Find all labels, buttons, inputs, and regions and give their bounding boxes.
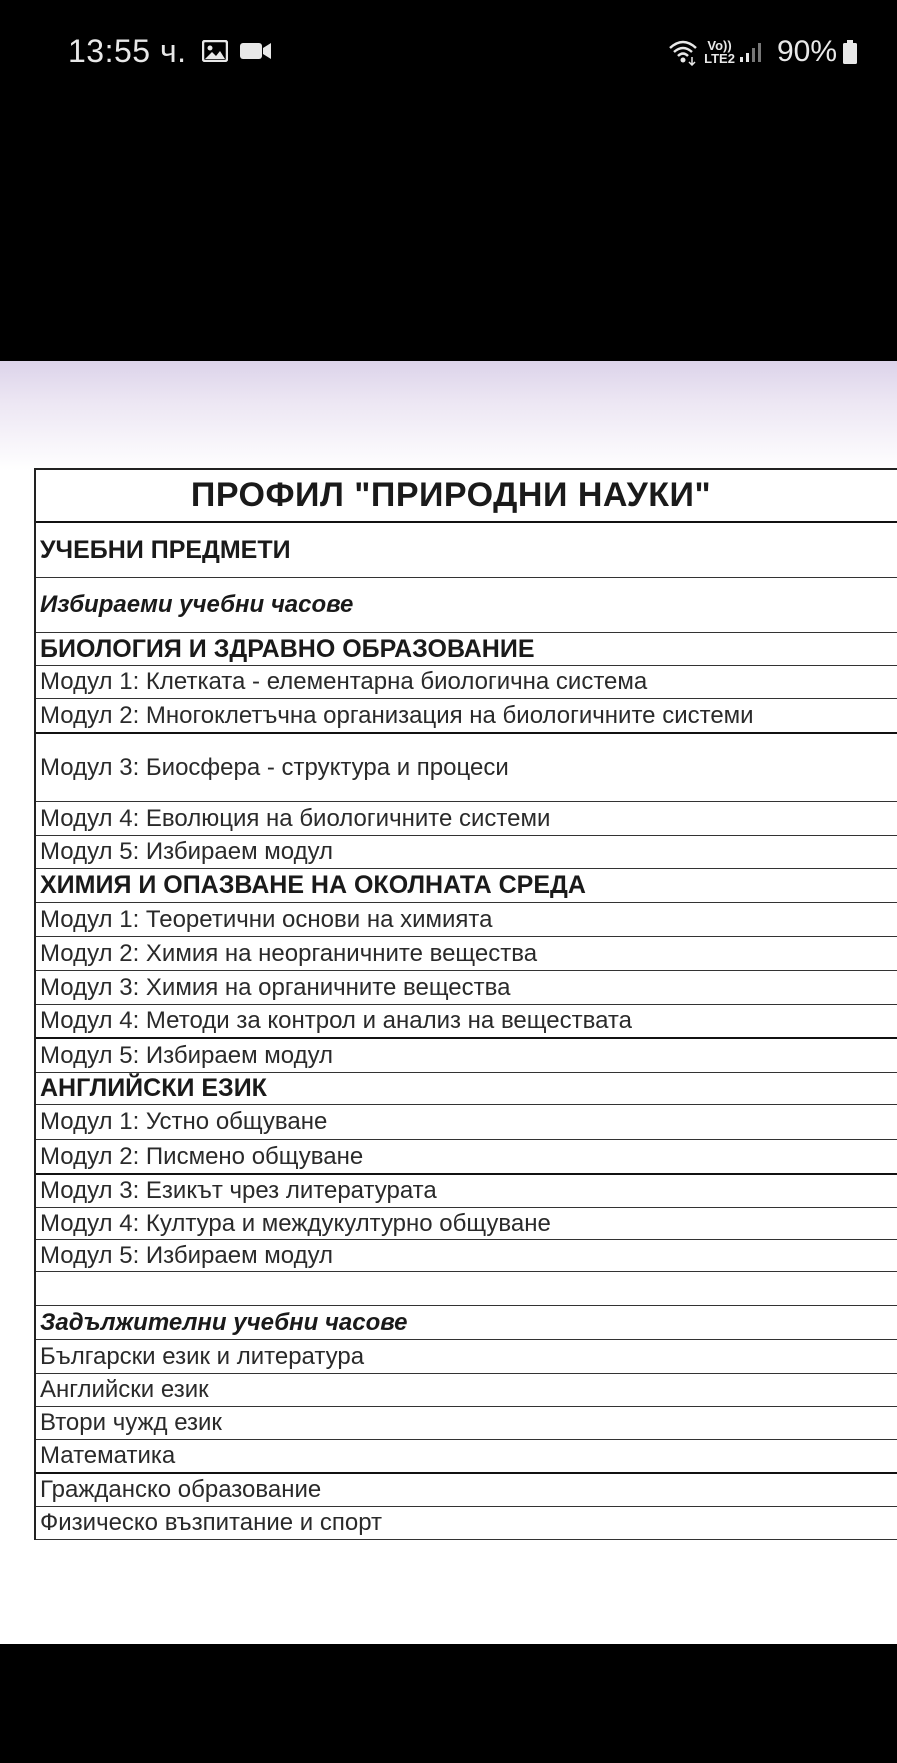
status-time: 13:55 ч. [68, 33, 187, 69]
module-row: Модул 2: Писмено общуване [36, 1140, 897, 1175]
module-row: Модул 1: Теоретични основи на химията [36, 903, 897, 937]
mandatory-subject: Български език и литература [36, 1340, 897, 1374]
module-row: Модул 4: Еволюция на биологичните системи [36, 802, 897, 836]
signal-icon [739, 41, 761, 63]
volte-label: Vo)) [707, 38, 732, 53]
curriculum-table [34, 468, 897, 1540]
battery-icon [843, 40, 857, 64]
status-bar [0, 0, 897, 110]
module-row: Модул 5: Избираем модул [36, 1039, 897, 1073]
section-header: ХИМИЯ И ОПАЗВАНЕ НА ОКОЛНАТА СРЕДА [36, 869, 897, 903]
mandatory-header: Задължителни учебни часове [36, 1306, 897, 1340]
section-header: АНГЛИЙСКИ ЕЗИК [36, 1073, 897, 1105]
mandatory-subject: Втори чужд език [36, 1407, 897, 1440]
module-row: Модул 3: Химия на органичните вещества [36, 971, 897, 1005]
mandatory-subject: Гражданско образование [36, 1474, 897, 1507]
section-header: БИОЛОГИЯ И ЗДРАВНО ОБРАЗОВАНИЕ [36, 633, 897, 666]
video-camera-icon [240, 42, 272, 60]
module-row: Модул 5: Избираем модул [36, 1240, 897, 1272]
empty-row [36, 1272, 897, 1306]
module-row: Модул 2: Химия на неорганичните вещества [36, 937, 897, 971]
lte-label: LTE2 [704, 51, 735, 66]
module-row: Модул 4: Методи за контрол и анализ на веществата [36, 1005, 897, 1039]
elective-header: Избираеми учебни часове [36, 578, 897, 633]
mandatory-subject: Математика [36, 1440, 897, 1474]
profile-title: ПРОФИЛ "ПРИРОДНИ НАУКИ" [36, 470, 897, 523]
document-image[interactable] [0, 361, 897, 1644]
battery-percentage: 90% [776, 35, 837, 68]
volte-indicator [704, 39, 735, 65]
subjects-header: УЧЕБНИ ПРЕДМЕТИ [36, 523, 897, 578]
module-row: Модул 2: Многоклетъчна организация на биологичните системи [36, 699, 897, 734]
mandatory-subject: Английски език [36, 1374, 897, 1407]
mandatory-subject: Физическо възпитание и спорт [36, 1507, 897, 1540]
module-row: Модул 5: Избираем модул [36, 836, 897, 869]
module-row: Модул 1: Устно общуване [36, 1105, 897, 1140]
module-row: Модул 3: Биосфера - структура и процеси [36, 734, 897, 802]
module-row: Модул 3: Езикът чрез литературата [36, 1175, 897, 1208]
module-row: Модул 1: Клетката - елементарна биологична система [36, 666, 897, 699]
status-right-group [668, 32, 857, 72]
gallery-icon [202, 40, 228, 62]
navigation-bar [0, 1644, 897, 1763]
wifi-icon [668, 38, 698, 66]
module-row: Модул 4: Култура и междукултурно общуване [36, 1208, 897, 1240]
